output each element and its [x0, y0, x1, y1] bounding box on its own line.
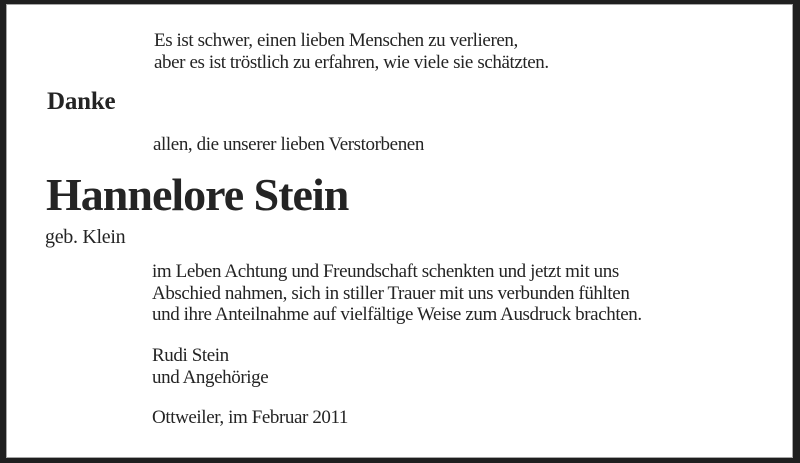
intro-line-2: aber es ist tröstlich zu erfahren, wie viele sie schätzten. [154, 52, 549, 73]
maiden-name: geb. Klein [45, 226, 126, 248]
body-line-3: und ihre Anteilnahme auf vielfältige Weise zum Ausdruck brachten. [152, 304, 642, 326]
body-line-2: Abschied nahmen, sich in stiller Trauer mit uns verbunden fühlten [152, 282, 630, 304]
mourners-block [152, 345, 268, 389]
place-date: Ottweiler, im Februar 2011 [152, 407, 349, 428]
deceased-name: Hannelore Stein [46, 169, 349, 220]
notice-inner-frame [6, 4, 793, 458]
intro-line-1: Es ist schwer, einen lieben Menschen zu verlieren, [154, 30, 518, 51]
body-paragraph [152, 261, 642, 326]
thanks-continuation: allen, die unserer lieben Verstorbenen [153, 134, 424, 155]
mourner-relatives: und Angehörige [152, 367, 269, 388]
mourner-name: Rudi Stein [152, 345, 229, 366]
body-line-1: im Leben Achtung und Freundschaft schenkten und jetzt mit uns [152, 261, 619, 282]
thanks-heading: Danke [47, 88, 116, 115]
intro-verse [154, 30, 549, 74]
